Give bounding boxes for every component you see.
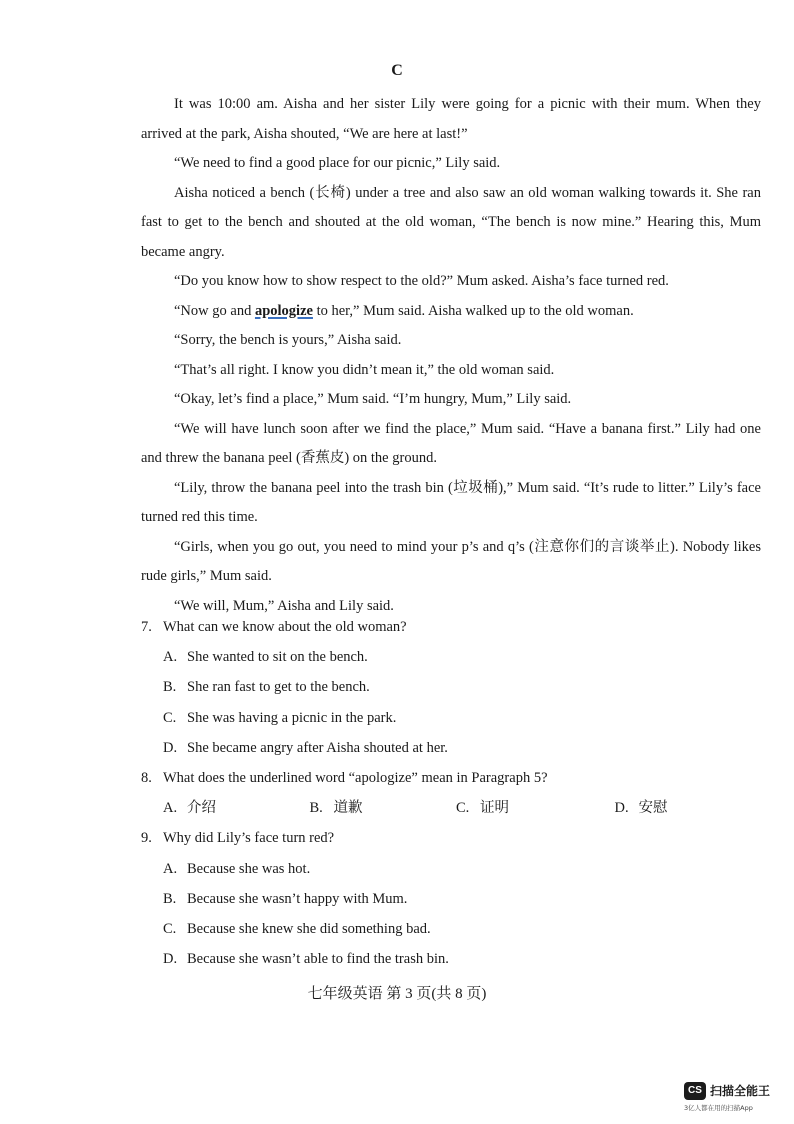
option-c[interactable] [456, 793, 603, 823]
question-stem: What can we know about the old woman? [163, 619, 407, 635]
passage-paragraph-5 [141, 297, 761, 327]
option-letter: D. [614, 800, 629, 817]
option-text: She ran fast to get to the bench. [187, 679, 370, 696]
camscanner-logo-icon: CS [684, 1082, 706, 1100]
option-d[interactable] [615, 793, 762, 823]
option-letter: C. [163, 709, 177, 726]
question-8 [141, 763, 761, 823]
paragraph-5-end: to her,” Mum said. Aisha walked up to the old woman. [312, 302, 634, 319]
passage-paragraph-3: Aisha noticed a bench (长椅) under a tree and also saw an old woman walking towards it. She ran fast to get to the bench and shouted at the old woman, “The bench is now mine.” Hearing this, Mum became angry. [141, 184, 761, 260]
passage-paragraph-11: “Girls, when you go out, you need to mind your p’s and q’s (注意你们的言谈举止). Nobody likes rude girls,” Mum said. [141, 538, 761, 584]
passage-paragraph-10: “Lily, throw the banana peel into the trash bin (垃圾桶),” Mum said. “It’s rude to litter.” Lily’s face turned red this time. [141, 479, 761, 525]
option-text: Because she knew she did something bad. [187, 921, 431, 938]
option-text: She wanted to sit on the bench. [187, 649, 368, 666]
option-d[interactable] [141, 944, 761, 974]
passage-paragraph-7: “That’s all right. I know you didn’t mean it,” the old woman said. [174, 361, 555, 378]
watermark-tagline: 3亿人都在用的扫描App [684, 1104, 753, 1112]
option-letter: A. [163, 860, 178, 877]
passage-paragraph-1: It was 10:00 am. Aisha and her sister Lily were going for a picnic with their mum. When they arrived at the park, Aisha shouted, “We are here at last!” [141, 96, 761, 142]
option-b[interactable] [141, 884, 761, 914]
option-letter: D. [163, 739, 178, 756]
option-text: Because she wasn’t able to find the trash bin. [187, 951, 449, 968]
question-9 [141, 823, 761, 974]
option-letter: D. [163, 951, 178, 968]
reading-passage [141, 90, 761, 621]
passage-paragraph-9: “We will have lunch soon after we find the place,” Mum said. “Have a banana first.” Lily had one and threw the banana peel (香蕉皮) on the ground. [141, 420, 761, 466]
passage-paragraph-8: “Okay, let’s find a place,” Mum said. “I’m hungry, Mum,” Lily said. [174, 391, 572, 407]
option-c[interactable] [141, 703, 761, 733]
option-b[interactable] [310, 793, 457, 823]
passage-paragraph-4: “Do you know how to show respect to the old?” Mum asked. Aisha’s face turned red. [174, 273, 669, 289]
question-stem: What does the underlined word “apologize” mean in Paragraph 5? [163, 770, 548, 787]
passage-paragraph-12: “We will, Mum,” Aisha and Lily said. [174, 597, 394, 614]
option-letter: B. [309, 800, 323, 817]
passage-paragraph-6: “Sorry, the bench is yours,” Aisha said. [174, 332, 402, 348]
question-number: 7. [141, 619, 152, 635]
option-b[interactable] [141, 672, 761, 702]
section-title: C [391, 62, 403, 79]
scanner-watermark [684, 1080, 794, 1120]
option-letter: C. [163, 921, 177, 938]
option-text: Because she was hot. [187, 860, 311, 877]
option-letter: A. [163, 800, 178, 817]
option-c[interactable] [141, 914, 761, 944]
option-letter: B. [163, 679, 177, 696]
option-text: 道歉 [333, 800, 363, 817]
question-list [141, 612, 761, 974]
question-number: 9. [141, 830, 152, 847]
option-text: She became angry after Aisha shouted at her. [187, 739, 448, 756]
paragraph-5-start: “Now go and [174, 302, 255, 319]
question-number: 8. [141, 770, 152, 787]
option-a[interactable] [141, 854, 761, 884]
option-text: Because she wasn’t happy with Mum. [187, 890, 408, 907]
question-7 [141, 612, 761, 763]
option-letter: C. [456, 800, 470, 817]
option-text: She was having a picnic in the park. [187, 709, 397, 726]
underlined-word-apologize: apologize [254, 302, 313, 319]
option-text: 安慰 [638, 800, 668, 817]
options-row [141, 793, 761, 823]
passage-paragraph-2: “We need to find a good place for our picnic,” Lily said. [174, 155, 501, 171]
question-stem: Why did Lily’s face turn red? [163, 830, 335, 847]
option-a[interactable] [141, 642, 761, 672]
option-text: 介绍 [187, 800, 216, 817]
option-text: 证明 [480, 800, 509, 817]
option-a[interactable] [163, 793, 310, 823]
option-letter: B. [163, 890, 177, 907]
watermark-name: 扫描全能王 [710, 1084, 771, 1098]
option-d[interactable] [141, 733, 761, 763]
option-letter: A. [163, 649, 178, 666]
page-footer: 七年级英语 第 3 页(共 8 页) [307, 986, 487, 1002]
